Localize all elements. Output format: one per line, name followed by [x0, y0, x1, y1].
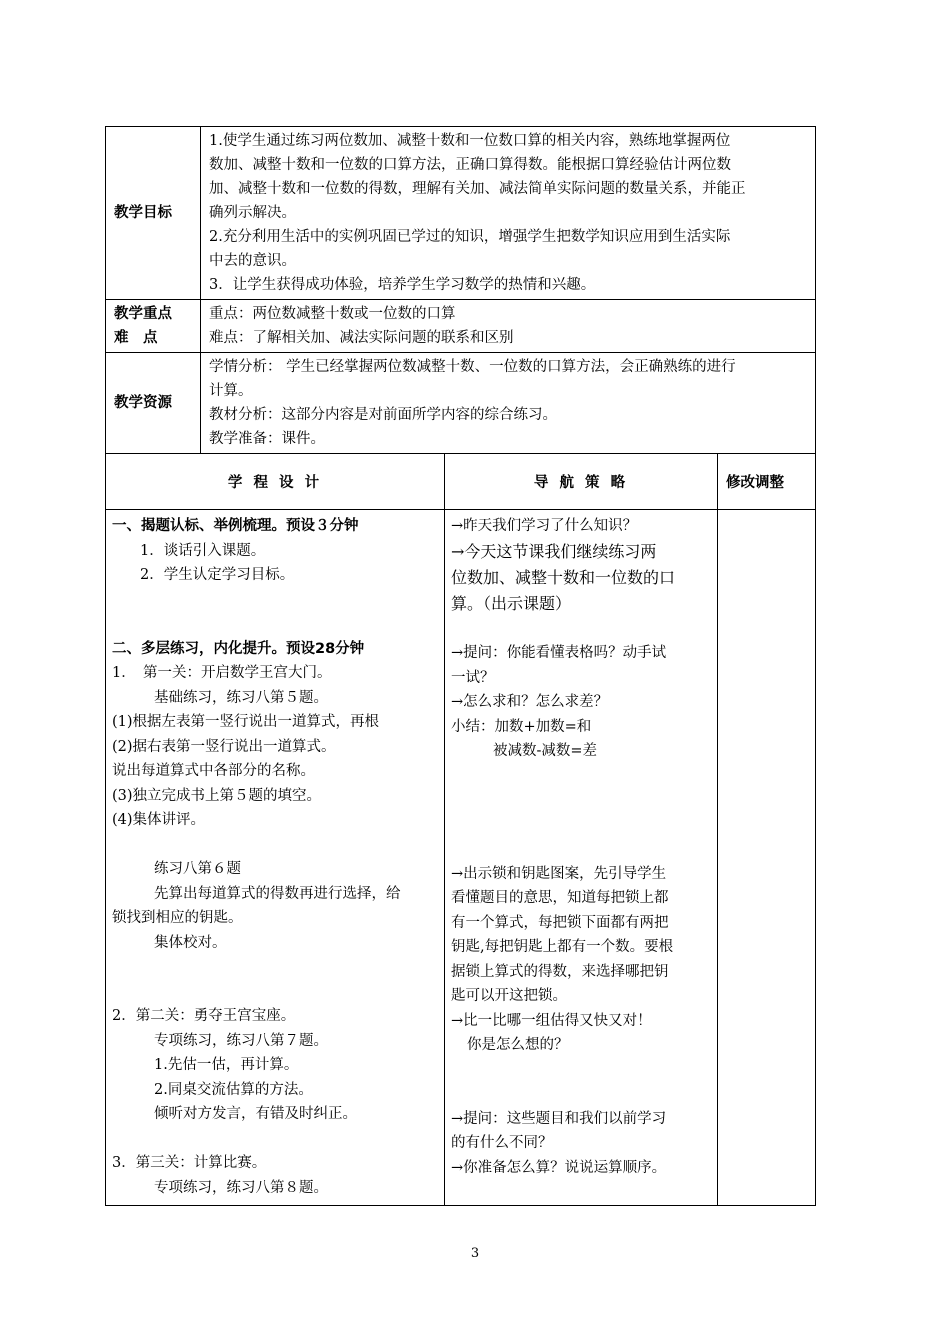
keypoints-content	[201, 300, 816, 353]
keypoint-line: 难点：了解相关加、减法实际问题的联系和区别	[209, 330, 514, 346]
design-line: 1． 第一关：开启数学王宫大门。	[112, 665, 332, 681]
objectives-line: 确列示解决。	[209, 205, 296, 221]
strategy-line: 你是怎么想的？	[467, 1037, 569, 1053]
page-number: 3	[470, 1246, 480, 1261]
spacer	[451, 837, 711, 862]
design-line: 2．第二关：勇夺王宫宝座。	[112, 1008, 296, 1024]
strategy-line: 据锁上算式的得数，来选择哪把钥	[451, 963, 669, 980]
design-line: (4)集体讲评。	[112, 812, 206, 828]
design-line: 1．谈话引入课题。	[140, 542, 266, 559]
objectives-content	[201, 127, 816, 300]
design-line: (1)根据左表第一竖行说出一道算式，再根	[112, 714, 380, 730]
strategy-header: 导 航 策 略	[445, 454, 718, 510]
design-line: 2.同桌交流估算的方法。	[154, 1081, 313, 1098]
spacer	[451, 617, 711, 642]
spacer	[451, 1058, 711, 1083]
strategy-line: →怎么求和？怎么求差？	[451, 694, 609, 710]
spacer	[451, 764, 711, 789]
strategy-line: 算。（出示课题）	[451, 593, 572, 613]
design-line: 专项练习，练习八第７题。	[154, 1032, 328, 1049]
design-line: 集体校对。	[154, 934, 227, 951]
resources-content	[201, 353, 816, 454]
strategy-line: →提问：你能看懂表格吗？动手试	[451, 645, 667, 661]
objectives-line: 1.使学生通过练习两位数加、减整十数和一位数口算的相关内容，熟练地掌握两位	[209, 133, 731, 149]
strategy-line: 一试？	[451, 669, 495, 686]
strategy-line: 的有什么不同？	[451, 1135, 553, 1151]
objectives-line: 中去的意识。	[209, 253, 296, 269]
spacer	[112, 1127, 438, 1152]
spacer	[112, 980, 438, 1005]
design-line: 锁找到相应的钥匙。	[112, 910, 243, 926]
keypoint-line: 重点：两位数减整十数或一位数的口算	[209, 306, 456, 322]
adjust-column	[718, 510, 816, 1206]
objectives-row	[106, 127, 816, 300]
design-line: 倾听对方发言，有错及时纠正。	[154, 1106, 357, 1122]
lesson-plan-table	[105, 126, 816, 1206]
design-line: (3)独立完成书上第５题的填空。	[112, 787, 322, 804]
spacer	[451, 813, 711, 838]
strategy-line: 小结：加数+加数=和	[451, 718, 592, 735]
keypoints-row	[106, 300, 816, 353]
section-title: 二、多层练习，内化提升。预设28分钟	[112, 640, 365, 657]
resources-label: 教学资源	[106, 353, 201, 454]
objectives-line: 3．让学生获得成功体验，培养学生学习数学的热情和兴趣。	[209, 277, 596, 293]
objectives-line: 数加、减整十数和一位数的口算方法，正确口算得数。能根据口算经验估计两位数	[209, 157, 731, 173]
strategy-line: →昨天我们学习了什么知识？	[451, 518, 638, 534]
strategy-line: 被减数-减数=差	[493, 743, 598, 759]
design-line: 1.先估一估，再计算。	[154, 1057, 299, 1073]
strategy-line: →你准备怎么算？说说运算顺序。	[451, 1159, 667, 1176]
design-line: 2．学生认定学习目标。	[140, 567, 295, 583]
design-column	[106, 510, 445, 1206]
resources-line: 教学准备：课件。	[209, 431, 325, 447]
strategy-line: 看懂题目的意思，知道每把锁上都	[451, 890, 669, 906]
strategy-column	[445, 510, 718, 1206]
strategy-line: →出示锁和钥匙图案，先引导学生	[451, 865, 667, 882]
objectives-line: 2.充分利用生活中的实例巩固已学过的知识，增强学生把数学知识应用到生活实际	[209, 229, 731, 245]
strategy-line: 钥匙,每把钥匙上都有一个数。要根	[451, 939, 674, 955]
keypoints-label	[106, 300, 201, 353]
spacer	[112, 588, 438, 613]
spacer	[112, 612, 438, 637]
design-line: 说出每道算式中各部分的名称。	[112, 763, 315, 779]
keypoints-label-line: 难 点	[114, 330, 158, 346]
strategy-line: 位数加、减整十数和一位数的口	[451, 567, 676, 587]
strategy-line: →提问：这些题目和我们以前学习	[451, 1110, 667, 1127]
design-line: 练习八第６题	[154, 861, 241, 877]
strategy-line: 有一个算式，每把锁下面都有两把	[451, 914, 669, 931]
section-title: 一、揭题认标、举例梳理。预设３分钟	[112, 518, 359, 534]
design-line: 先算出每道算式的得数再进行选择，给	[154, 885, 401, 902]
objectives-line: 加、减整十数和一位数的得数，理解有关加、减法简单实际问题的数量关系，并能正	[209, 181, 746, 197]
objectives-label: 教学目标	[106, 127, 201, 300]
resources-line: 学情分析： 学生已经掌握两位数减整十数、一位数的口算方法，会正确熟练的进行	[209, 359, 736, 375]
spacer	[451, 788, 711, 813]
strategy-line: 匙可以开这把锁。	[451, 988, 567, 1004]
spacer	[112, 833, 438, 858]
design-line: 专项练习，练习八第８题。	[154, 1179, 328, 1196]
design-line: 3．第三关：计算比赛。	[112, 1155, 267, 1171]
design-line: (2)据右表第一竖行说出一道算式。	[112, 738, 336, 755]
keypoints-label-line: 教学重点	[114, 306, 172, 322]
resources-row	[106, 353, 816, 454]
content-row	[106, 510, 816, 1206]
strategy-line: →比一比哪一组估得又快又对！	[451, 1012, 652, 1029]
header-row	[106, 454, 816, 510]
spacer	[451, 1082, 711, 1107]
design-line: 基础练习，练习八第５题。	[154, 689, 328, 706]
resources-line: 教材分析：这部分内容是对前面所学内容的综合练习。	[209, 407, 557, 423]
design-header: 学 程 设 计	[106, 454, 445, 510]
spacer	[112, 955, 438, 980]
adjust-header: 修改调整	[718, 454, 816, 510]
strategy-line: →今天这节课我们继续练习两	[451, 541, 657, 561]
resources-line: 计算。	[209, 383, 253, 399]
